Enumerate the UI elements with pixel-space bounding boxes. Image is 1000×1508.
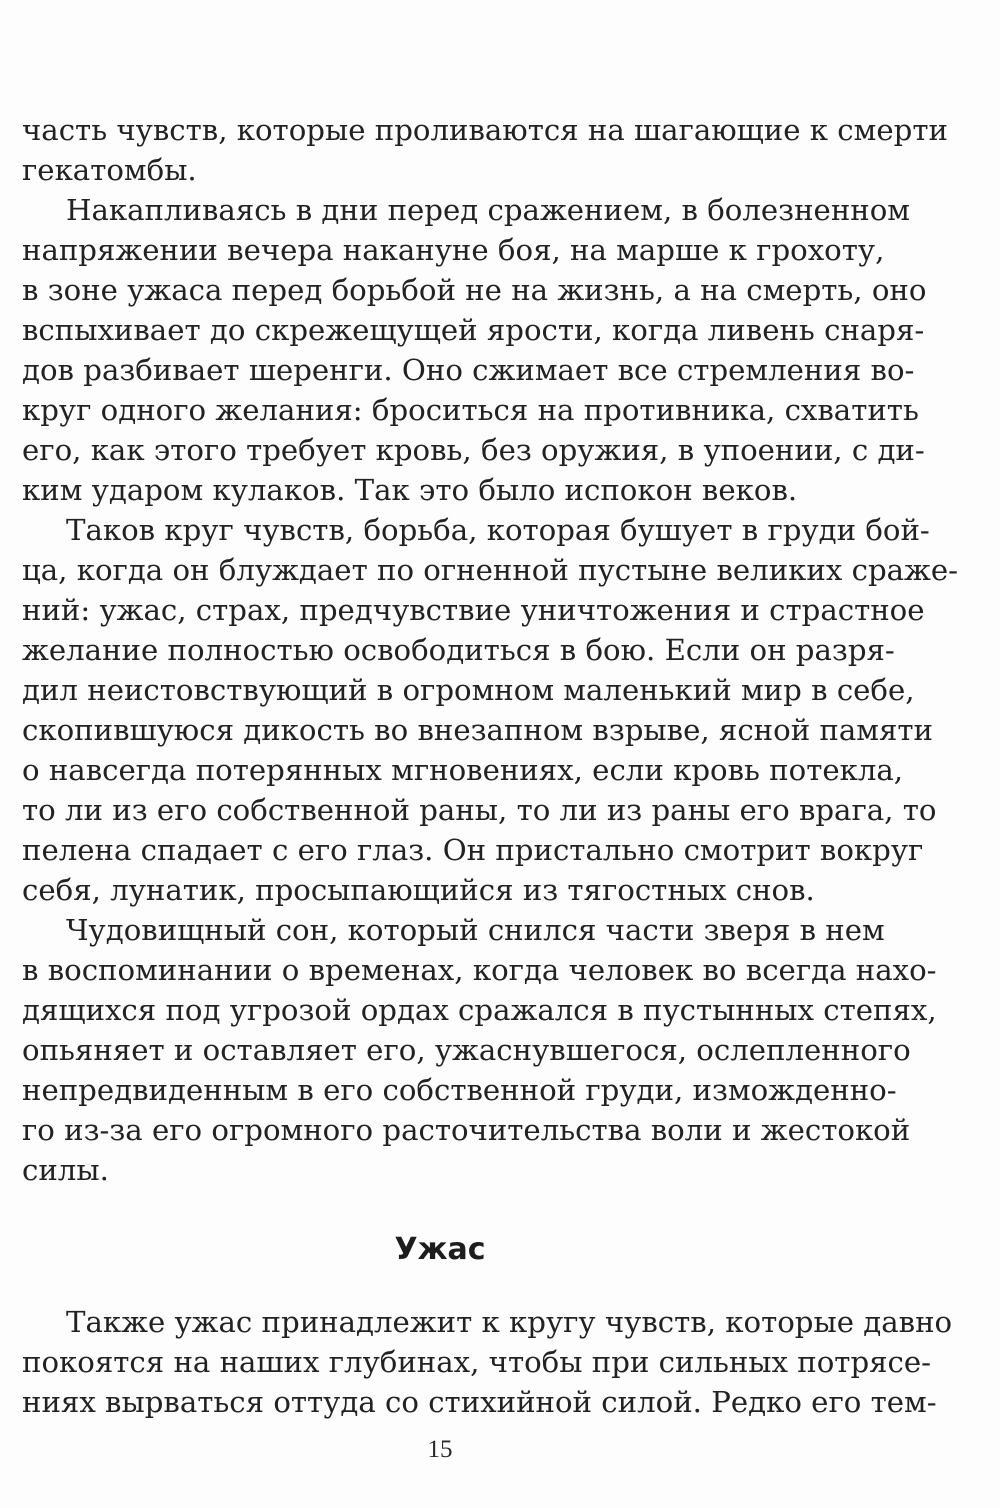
text-line: Также ужас принадлежит к кругу чувств, которые давно — [66, 1305, 953, 1339]
text-line: скопившуюся дикость во внезапном взрыве, ясной памяти — [22, 713, 933, 747]
text-line: ца, когда он блуждает по огненной пустыне великих сраже- — [22, 553, 959, 587]
text-line: го из-за его огромного расточительства воли и жестокой — [22, 1113, 911, 1147]
text-line: вспыхивает до скрежещущей ярости, когда ливень снаря- — [22, 313, 925, 347]
text-line: ний: ужас, страх, предчувствие уничтожения и страстное — [22, 593, 925, 627]
text-line: дил неистовствующий в огромном маленький мир в себе, — [22, 673, 915, 707]
text-line: ким ударом кулаков. Так это было испокон веков. — [22, 473, 798, 507]
text-line: то ли из его собственной раны, то ли из раны его врага, то — [22, 793, 937, 827]
text-line: в воспоминании о временах, когда человек во всегда нахо- — [22, 953, 937, 987]
page-number: 15 — [427, 1436, 453, 1463]
body-text-lower — [22, 1302, 953, 1422]
text-line: покоятся на наших глубинах, чтобы при сильных потрясе- — [22, 1345, 932, 1379]
text-line: непредвиденным в его собственной груди, изможденно- — [22, 1073, 897, 1107]
text-line: дов разбивает шеренги. Оно сжимает все стремления во- — [22, 353, 915, 387]
text-line: ниях вырваться оттуда со стихийной силой. Редко его тем- — [22, 1385, 937, 1419]
text-line: желание полностью освободиться в бою. Если он разря- — [22, 633, 895, 667]
text-line: его, как этого требует кровь, без оружия, в упоении, с ди- — [22, 433, 925, 467]
text-line: Таков круг чувств, борьба, которая бушует в груди бой- — [66, 513, 930, 547]
text-line: напряжении вечера накануне боя, на марше к грохоту, — [22, 233, 885, 267]
section-heading: Ужас — [394, 1232, 486, 1267]
text-line: дящихся под угрозой ордах сражался в пустынных степях, — [22, 993, 937, 1027]
text-line: опьяняет и оставляет его, ужаснувшегося, ослепленного — [22, 1033, 911, 1067]
text-line: в зоне ужаса перед борьбой не на жизнь, а на смерть, оно — [22, 273, 927, 307]
text-line: Чудовищный сон, который снился части зверя в нем — [66, 913, 885, 947]
text-line: силы. — [22, 1153, 109, 1187]
text-line: Накапливаясь в дни перед сражением, в болезненном — [66, 193, 911, 227]
text-line: гекатомбы. — [22, 153, 197, 187]
text-line: себя, лунатик, просыпающийся из тягостных снов. — [22, 873, 815, 907]
text-line: о навсегда потерянных мгновениях, если кровь потекла, — [22, 753, 904, 787]
text-line: часть чувств, которые проливаются на шагающие к смерти — [22, 113, 948, 147]
text-line: пелена спадает с его глаз. Он пристально смотрит вокруг — [22, 833, 924, 867]
body-text-upper — [22, 110, 959, 1190]
text-line: круг одного желания: броситься на противника, схватить — [22, 393, 919, 427]
